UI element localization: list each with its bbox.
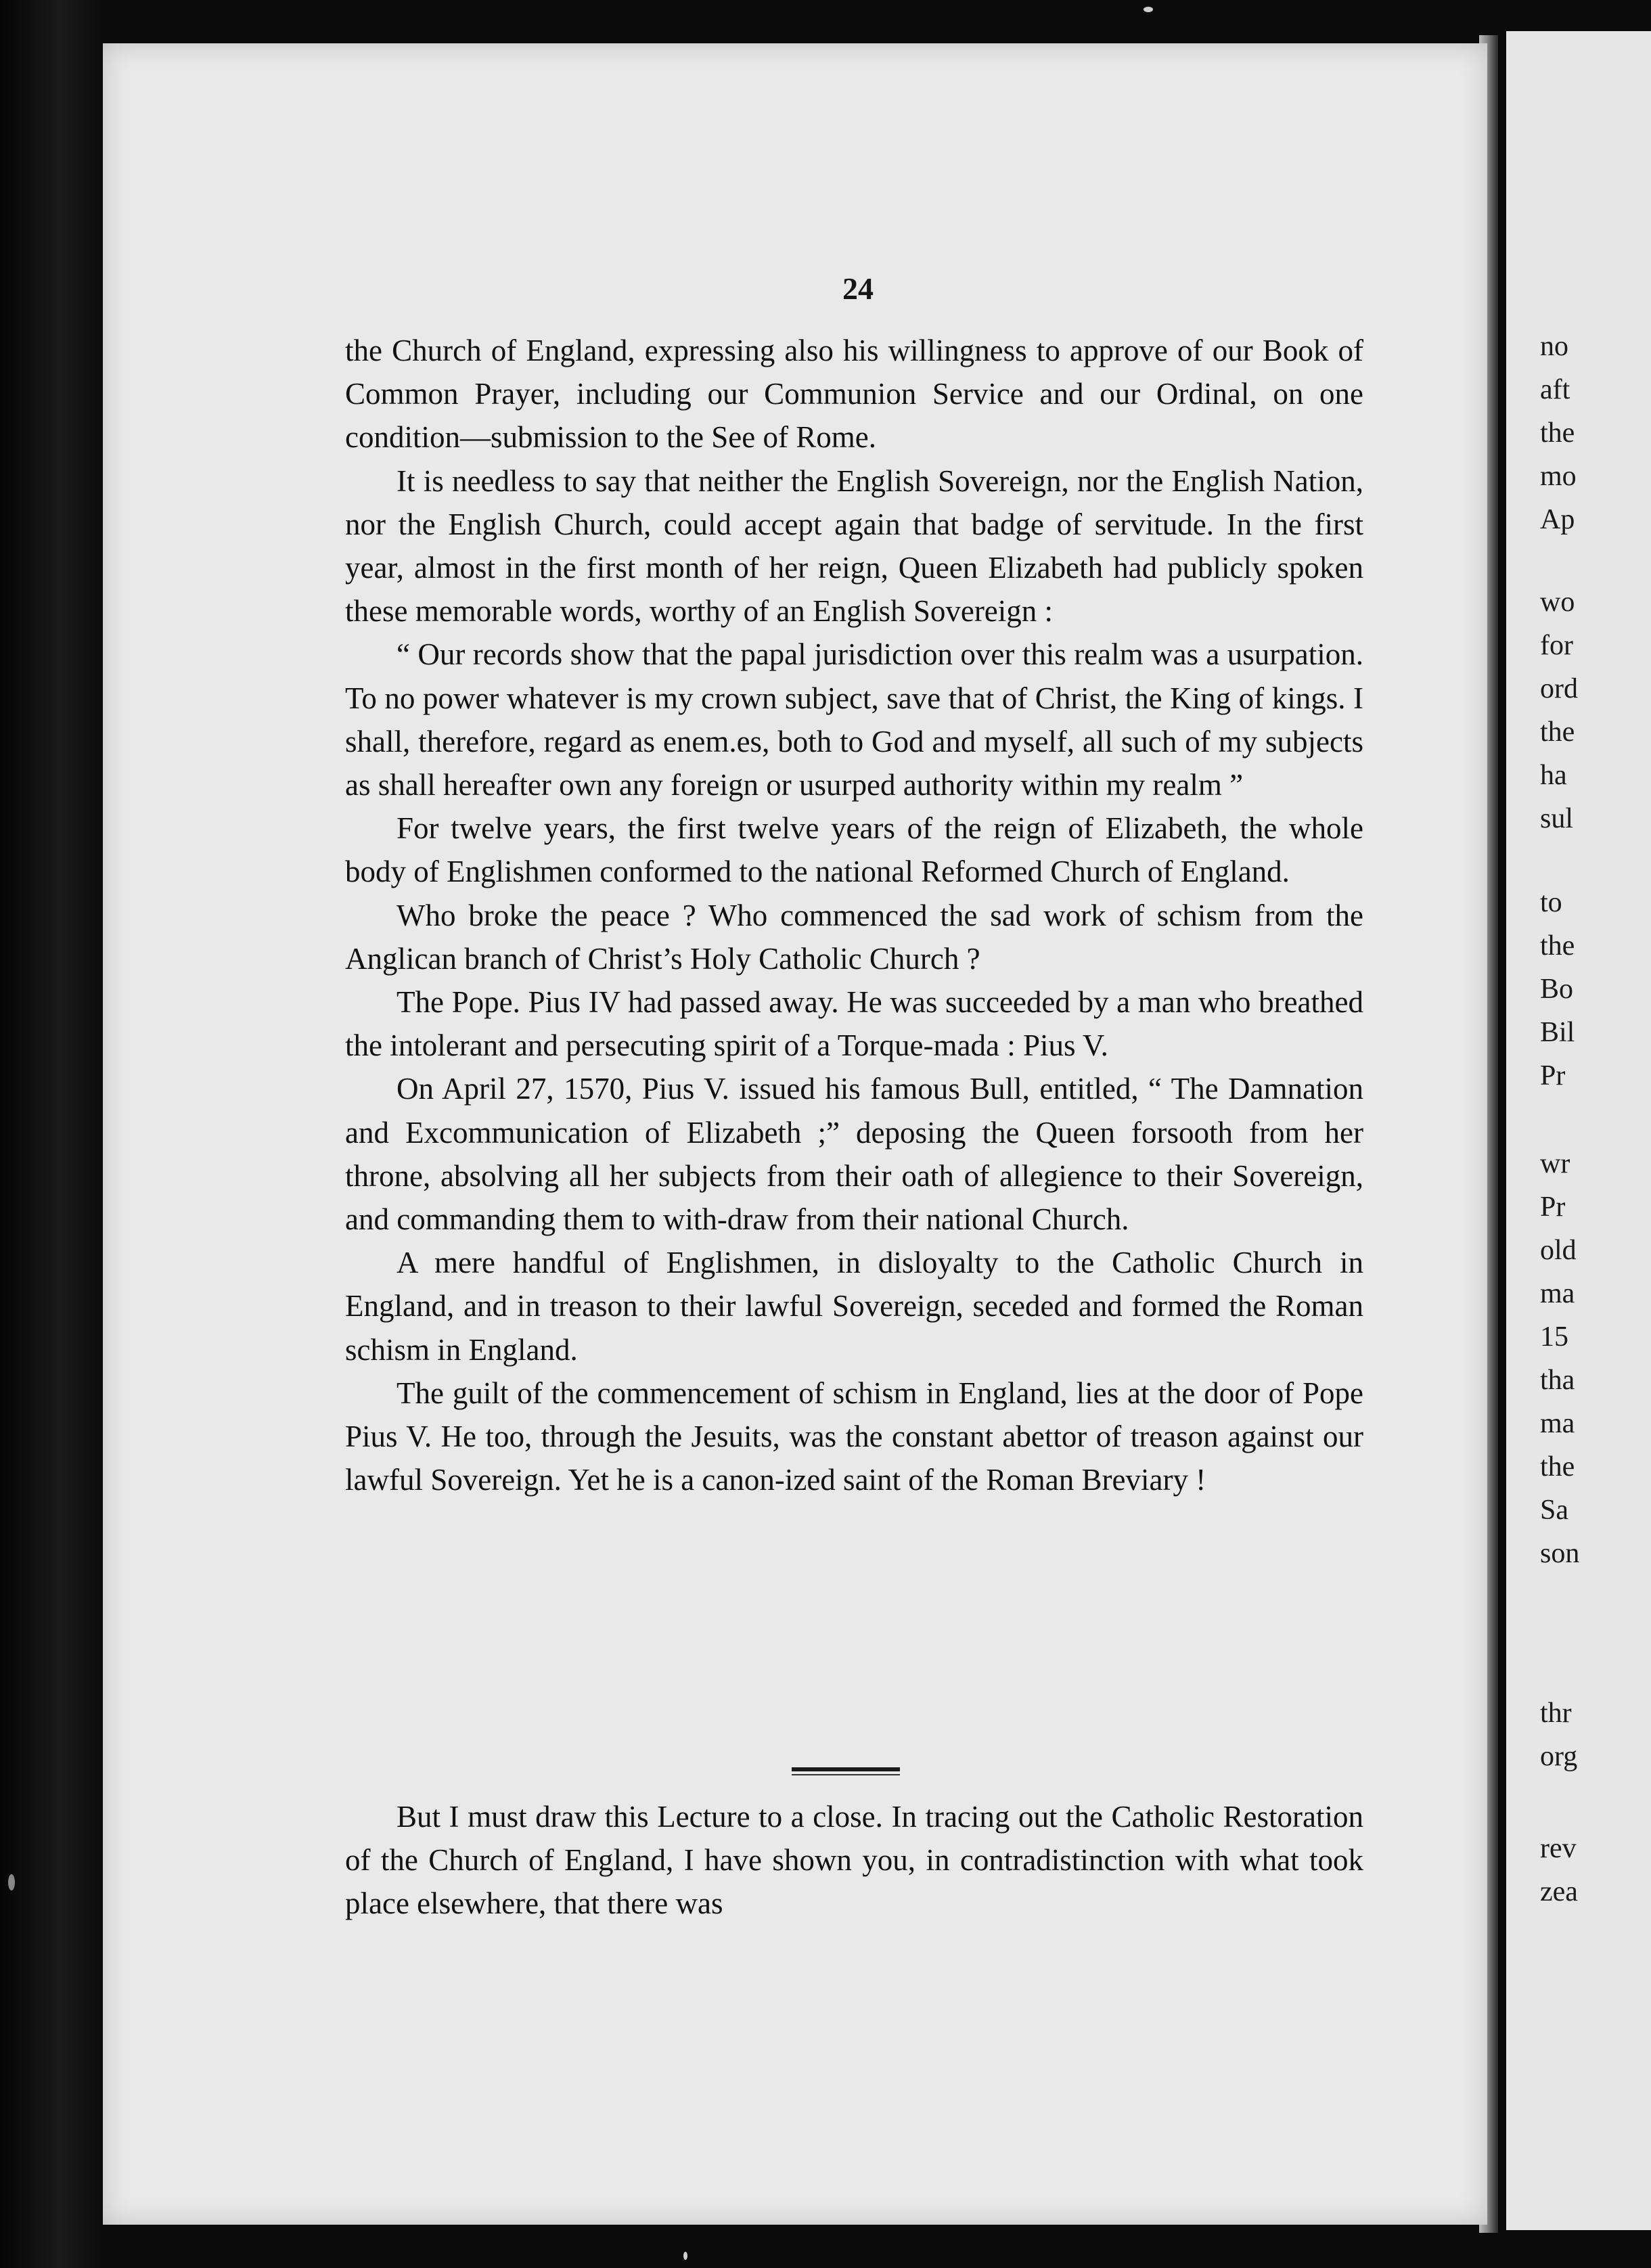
- facing-fragment: the: [1540, 1451, 1575, 1482]
- facing-fragment: for: [1540, 630, 1573, 661]
- facing-fragment: mo: [1540, 461, 1577, 492]
- facing-fragment: old: [1540, 1235, 1577, 1266]
- body-text: [345, 329, 1363, 1501]
- paragraph-9: The guilt of the commencement of schism in England, lies at the door of Pope Pius V. He too, through the Jesuits, was the constant abettor of treason against our lawful Sovereign. Yet he is a canon-ized saint of the Roman Breviary !: [345, 1376, 1363, 1497]
- paragraph-4: For twelve years, the first twelve years of the reign of Elizabeth, the whole body of Englishmen conformed to the national Reformed Church of England.: [345, 811, 1363, 889]
- scan-speck: [8, 1874, 15, 1890]
- paragraph-1: the Church of England, expressing also his willingness to approve of our Book of Common Prayer, including our Communion Service and our Ordinal, on one condition—submission to the See of Rome.: [345, 334, 1363, 455]
- facing-fragment: to: [1540, 887, 1562, 918]
- paragraph-8: A mere handful of Englishmen, in disloyalty to the Catholic Church in England, and in treason to their lawful Sovereign, seceded and formed the Roman schism in England.: [345, 1246, 1363, 1367]
- facing-fragment: thr: [1540, 1698, 1572, 1729]
- section-divider-rule: [792, 1767, 900, 1771]
- facing-fragment: tha: [1540, 1365, 1575, 1396]
- closing-paragraph: But I must draw this Lecture to a close. In tracing out the Catholic Restoration of the Church of England, I have shown you, in contradistinction with what took place elsewhere, that there was: [345, 1800, 1363, 1921]
- facing-fragment: sul: [1540, 803, 1574, 834]
- facing-fragment: ord: [1540, 673, 1578, 704]
- facing-fragment: Pr: [1540, 1060, 1566, 1091]
- facing-fragment: the: [1540, 717, 1575, 748]
- facing-fragment: Pr: [1540, 1192, 1566, 1223]
- facing-fragment: rev: [1540, 1833, 1577, 1864]
- facing-fragment: ha: [1540, 760, 1567, 791]
- closing-text: [345, 1795, 1363, 1926]
- facing-fragment: zea: [1540, 1876, 1578, 1907]
- paragraph-5: Who broke the peace ? Who commenced the sad work of schism from the Anglican branch of Christ’s Holy Catholic Church ?: [345, 898, 1363, 976]
- facing-fragment: no: [1540, 331, 1568, 362]
- facing-fragment: org: [1540, 1741, 1578, 1772]
- scan-background-left: [0, 0, 101, 2268]
- paragraph-2: It is needless to say that neither the English Sovereign, nor the English Nation, nor the English Church, could accept again that badge of servitude. In the first year, almost in the first month of her reign, Queen Elizabeth had publicly spoken these memorable words, worthy of an English Sovereign :: [345, 463, 1363, 629]
- facing-fragment: Sa: [1540, 1495, 1568, 1526]
- facing-fragment: wr: [1540, 1148, 1570, 1179]
- facing-fragment: Bo: [1540, 974, 1574, 1005]
- facing-fragment: wo: [1540, 587, 1575, 618]
- facing-fragment: the: [1540, 930, 1575, 961]
- facing-fragment: aft: [1540, 374, 1570, 405]
- facing-fragment: Bil: [1540, 1017, 1575, 1048]
- facing-fragment: Ap: [1540, 504, 1575, 535]
- facing-fragment: the: [1540, 417, 1575, 449]
- scan-speck: [683, 2252, 687, 2260]
- paragraph-7: On April 27, 1570, Pius V. issued his famous Bull, entitled, “ The Damnation and Excommunication of Elizabeth ;” deposing the Queen forsooth from her throne, absolving all her subjects from their oath of allegience to their Sovereign, and commanding them to with-draw from their national Church.: [345, 1072, 1363, 1237]
- paragraph-6: The Pope. Pius IV had passed away. He was succeeded by a man who breathed the intolerant and persecuting spirit of a Torque-mada : Pius V.: [345, 985, 1363, 1063]
- scan-speck: [1144, 7, 1153, 12]
- facing-fragment: ma: [1540, 1278, 1575, 1309]
- page-number: 24: [842, 271, 874, 306]
- facing-fragment: 15: [1540, 1321, 1568, 1353]
- facing-page: [1506, 31, 1651, 2230]
- facing-fragment: son: [1540, 1538, 1580, 1569]
- paragraph-3-quote: “ Our records show that the papal jurisdiction over this realm was a usurpation. To no power whatever is my crown subject, save that of Christ, the King of kings. I shall, therefore, regard as enem.es, both to God and myself, all such of my subjects as shall hereafter own any foreign or usurped authority within my realm ”: [345, 637, 1363, 802]
- facing-fragment: ma: [1540, 1408, 1575, 1439]
